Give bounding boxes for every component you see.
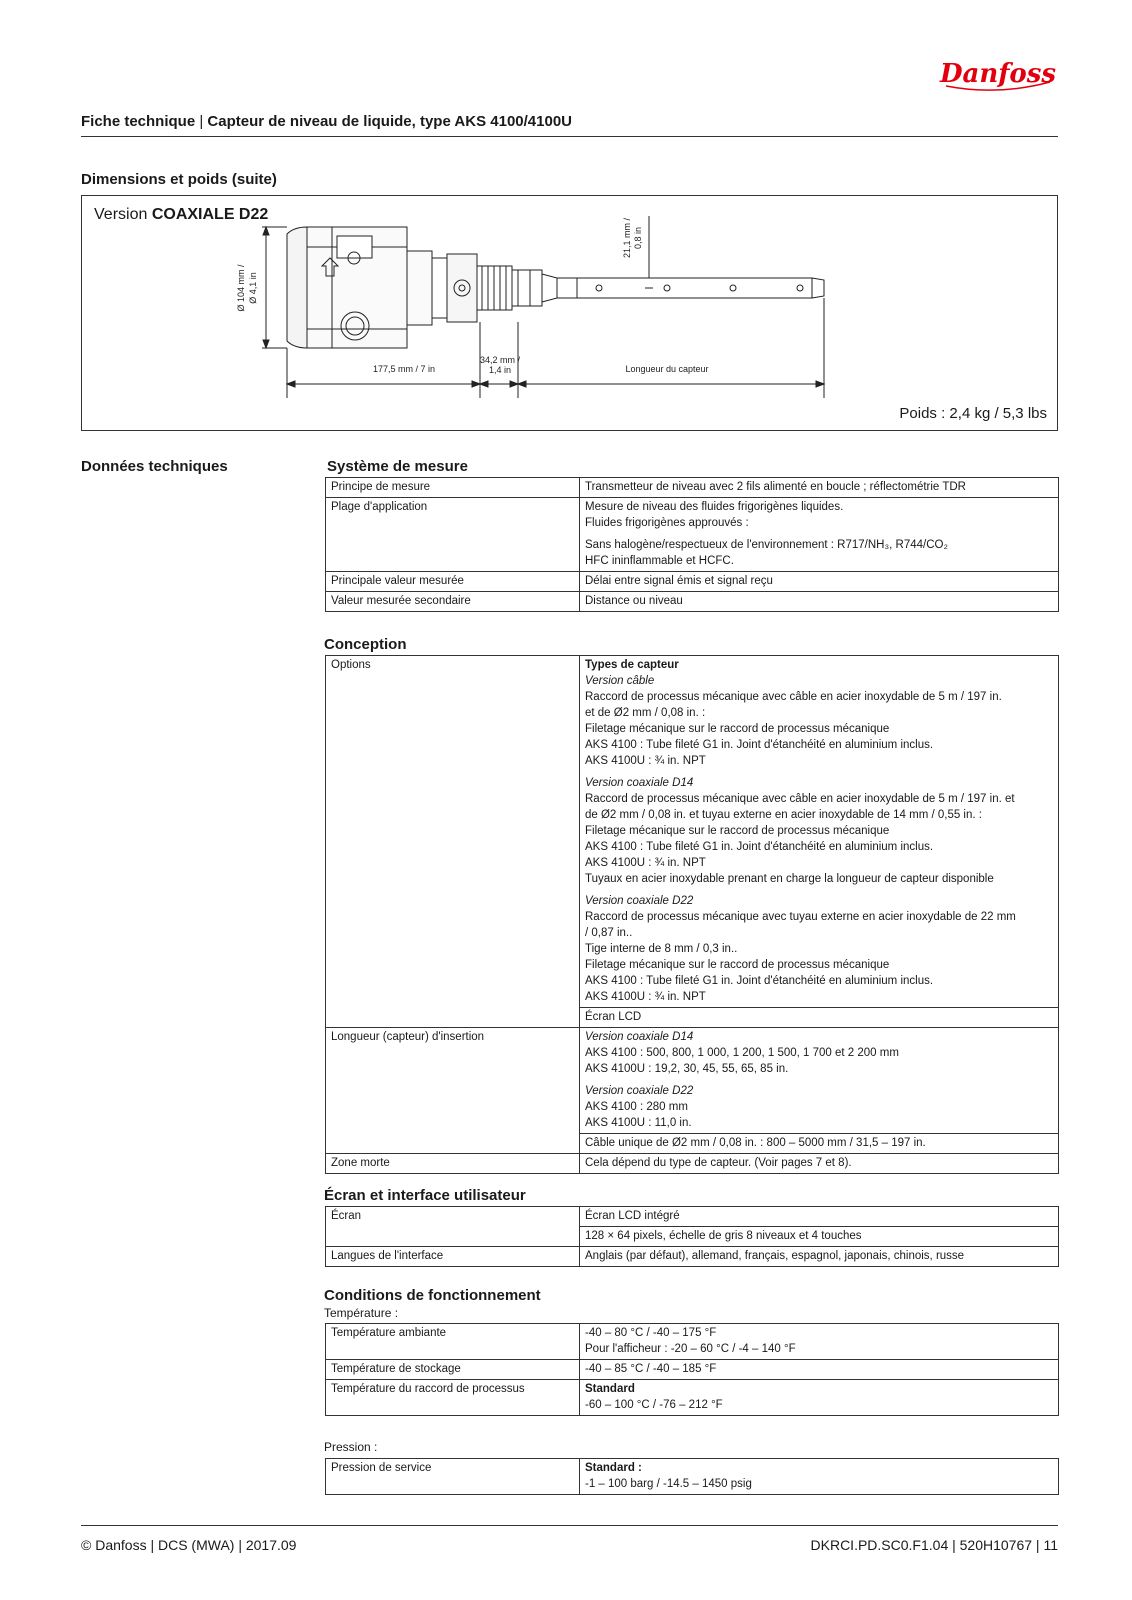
footer-copyright: © Danfoss | DCS (MWA) | 2017.09: [81, 1537, 297, 1553]
row-value: -40 – 85 °C / -40 – 185 °F: [580, 1360, 1059, 1380]
measurement-table: [325, 477, 1059, 612]
d22-version-title: Version coaxiale D22: [585, 895, 694, 907]
row-value: 128 × 64 pixels, échelle de gris 8 niveaux et 4 touches: [580, 1227, 1059, 1247]
row-key: Pression de service: [326, 1459, 580, 1495]
dim-thread-label-1: 34,2 mm /: [479, 355, 521, 365]
row-key: Zone morte: [326, 1154, 580, 1174]
row-key: Longueur (capteur) d'insertion: [326, 1028, 580, 1154]
section-measurement-title: Système de mesure: [327, 458, 468, 475]
row-key: Langues de l'interface: [326, 1247, 580, 1267]
table-row: [326, 478, 1059, 498]
row-value: Câble unique de Ø2 mm / 0,08 in. : 800 – 5000 mm / 31,5 – 197 in.: [580, 1134, 1059, 1154]
sensor-types-title: Types de capteur: [585, 659, 679, 671]
row-value: Distance ou niveau: [580, 592, 1059, 612]
table-row: [326, 1360, 1059, 1380]
dim-thread-label-2: 1,4 in: [488, 365, 512, 375]
dim-diameter-label-1: Ø 104 mm /: [236, 264, 246, 312]
design-table: [325, 655, 1059, 1174]
d14-version-title: Version coaxiale D14: [585, 777, 694, 789]
table-row: [326, 1459, 1059, 1495]
row-value: [580, 498, 1059, 572]
temperature-subtitle: Température :: [324, 1306, 399, 1320]
dimension-drawing: [81, 195, 1058, 431]
title-left: Fiche technique: [81, 113, 196, 130]
row-key: Température ambiante: [326, 1324, 580, 1360]
row-key: Options: [326, 656, 580, 1028]
value-line: Fluides frigorigènes approuvés :: [585, 517, 749, 529]
table-row: [326, 498, 1059, 572]
footer-rule: [81, 1525, 1058, 1526]
logo-text: Danfoss: [939, 59, 1057, 89]
title-separator: |: [195, 113, 208, 130]
value-line: Mesure de niveau des fluides frigorigènes liquides.: [585, 501, 844, 513]
footer-reference: DKRCI.PD.SC0.F1.04 | 520H10767 | 11: [810, 1537, 1058, 1553]
section-display-title: Écran et interface utilisateur: [324, 1187, 526, 1204]
version-prefix: Version: [94, 206, 152, 223]
pressure-table: [325, 1458, 1059, 1495]
weight-label: Poids : 2,4 kg / 5,3 lbs: [899, 405, 1047, 422]
dim-top-label-1: 21,1 mm /: [622, 217, 632, 259]
row-key: Température du raccord de processus: [326, 1380, 580, 1416]
value-line: HFC ininflammable et HCFC.: [585, 555, 734, 567]
technical-drawing: [82, 196, 1057, 430]
header-rule: [81, 136, 1058, 137]
row-value: Types de capteur Version câble Raccord de processus mécanique avec câble en acier inoxydable de 5 m / 197 in. et de Ø2 mm / 0,08 in. : Filetage mécanique sur le raccord de processus mécanique AKS 4100 : Tube fileté G1 in. Joint d'étanchéité en aluminium inclus. AKS 4100U : ¾ in. NPT Version coaxiale D14 Raccord de processus mécanique avec câble en acier inoxydable de 5 m / 197 in. et de Ø2 mm / 0,08 in. et tuyau externe en acier inoxydable de 14 mm / 0,55 in. : Filetage mécanique sur le raccord de processus mécanique AKS 4100 : Tube fileté G1 in. Joint d'étanchéité en aluminium inclus. AKS 4100U : ¾ in. NPT Tuyaux en acier inoxydable prenant en charge la longueur de capteur disponible Version coaxiale D22 Raccord de processus mécanique avec tuyau externe en acier inoxydable de 22 mm / 0,87 in.. Tige interne de 8 mm / 0,3 in.. Filetage mécanique sur le raccord de processus mécanique AKS 4100 : Tube fileté G1 in. Joint d'étanchéité en aluminium inclus. AKS 4100U : ¾ in. NPT: [580, 656, 1059, 1008]
row-value: Cela dépend du type de capteur. (Voir pages 7 et 8).: [580, 1154, 1059, 1174]
table-row: [326, 1324, 1059, 1360]
row-value: Écran LCD: [580, 1008, 1059, 1028]
value-line: Sans halogène/respectueux de l'environnement : R717/NH₃, R744/CO₂: [585, 539, 948, 551]
row-value: Écran LCD intégré: [580, 1207, 1059, 1227]
section-conditions-title: Conditions de fonctionnement: [324, 1287, 541, 1304]
row-key: Écran: [326, 1207, 580, 1247]
version-title: [94, 206, 268, 224]
temperature-table: [325, 1323, 1059, 1416]
row-value: Délai entre signal émis et signal reçu: [580, 572, 1059, 592]
row-key: Valeur mesurée secondaire: [326, 592, 580, 612]
section-design-title: Conception: [324, 636, 407, 653]
row-key: Principe de mesure: [326, 478, 580, 498]
danfoss-logo: [938, 52, 1058, 96]
table-row: [326, 1380, 1059, 1416]
table-row: [326, 1154, 1059, 1174]
pressure-subtitle: Pression :: [324, 1440, 378, 1454]
table-row: [326, 592, 1059, 612]
display-table: [325, 1206, 1059, 1267]
row-value: Standard -60 – 100 °C / -76 – 212 °F: [580, 1380, 1059, 1416]
table-row: [326, 1207, 1059, 1227]
dimensions-heading: Dimensions et poids (suite): [81, 171, 277, 188]
technical-data-label: Données techniques: [81, 458, 228, 475]
table-row: [326, 1028, 1059, 1134]
row-value: Anglais (par défaut), allemand, français, espagnol, japonais, chinois, russe: [580, 1247, 1059, 1267]
dim-length-label: Longueur du capteur: [625, 364, 709, 374]
dim-top-label-2: 0,8 in: [633, 226, 643, 250]
table-row: [326, 1247, 1059, 1267]
version-name: COAXIALE D22: [151, 206, 269, 223]
row-value: Version coaxiale D14 AKS 4100 : 500, 800, 1 000, 1 200, 1 500, 1 700 et 2 200 mm AKS 4100U : 19,2, 30, 45, 55, 65, 85 in. Version coaxiale D22 AKS 4100 : 280 mm AKS 4100U : 11,0 in.: [580, 1028, 1059, 1134]
row-value: -40 – 80 °C / -40 – 175 °F Pour l'afficheur : -20 – 60 °C / -4 – 140 °F: [580, 1324, 1059, 1360]
row-key: Principale valeur mesurée: [326, 572, 580, 592]
row-value: Transmetteur de niveau avec 2 fils alimenté en boucle ; réflectométrie TDR: [580, 478, 1059, 498]
document-title: [81, 113, 572, 130]
cable-version-title: Version câble: [585, 675, 655, 687]
dim-diameter-label-2: Ø 4,1 in: [248, 272, 258, 304]
table-row: [326, 572, 1059, 592]
row-key: Température de stockage: [326, 1360, 580, 1380]
row-value: Standard : -1 – 100 barg / -14.5 – 1450 psig: [580, 1459, 1059, 1495]
title-right: Capteur de niveau de liquide, type AKS 4100/4100U: [207, 113, 572, 130]
table-row: [326, 656, 1059, 1008]
row-key: Plage d'application: [326, 498, 580, 572]
dim-body-label: 177,5 mm / 7 in: [372, 364, 436, 374]
